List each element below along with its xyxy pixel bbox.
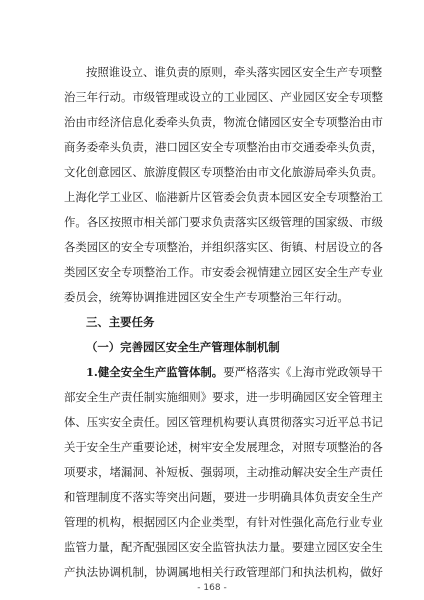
paragraph-line: 治三年行动。市级管理或设立的工业园区、产业园区安全专项整	[64, 90, 383, 104]
paragraph-line: 部安全生产责任制实施细则》要求，进一步明确园区安全管理主	[64, 390, 383, 404]
paragraph-line: 各类园区的安全专项整治，并组织落实区、街镇、村居设立的各	[64, 240, 383, 254]
paragraph-line: 文化创意园区、旅游度假区专项整治由市文化旅游局牵头负责。	[64, 165, 383, 179]
paragraph-line: 治由市经济信息化委牵头负责，物流仓储园区安全专项整治由市	[64, 115, 383, 129]
item-title: 1.健全安全生产监管体制。	[86, 365, 224, 379]
subsection-heading: （一）完善园区安全生产管理体制机制	[86, 340, 280, 354]
paragraph-line: 商务委牵头负责，港口园区安全专项整治由市交通委牵头负责，	[64, 140, 383, 154]
paragraph-line: 按照谁设立、谁负责的原则，牵头落实园区安全生产专项整	[86, 65, 383, 79]
paragraph-line: 上海化学工业区、临港新片区管委会负责本园区安全专项整治工	[64, 190, 383, 204]
item-first-line	[86, 365, 383, 379]
paragraph-line: 项要求，堵漏洞、补短板、强弱项，主动推动解决安全生产责任	[64, 465, 383, 479]
item-text: 要严格落实《上海市党政领导干	[223, 365, 383, 379]
paragraph-line: 体、压实安全责任。园区管理机构要认真贯彻落实习近平总书记	[64, 415, 383, 429]
paragraph-line: 委员会，统筹协调推进园区安全生产专项整治三年行动。	[64, 290, 349, 304]
section-heading: 三、主要任务	[86, 315, 155, 329]
paragraph-line: 类园区安全专项整治工作。市安委会视情建立园区安全生产专业	[64, 265, 383, 279]
paragraph-line: 管理的机构，根据园区内企业类型，有针对性强化高危行业专业	[64, 515, 383, 529]
paragraph-line: 关于安全生产重要论述，树牢安全发展理念，对照专项整治的各	[64, 440, 383, 454]
page-number: - 168 -	[197, 583, 227, 593]
paragraph-line: 监管力量，配齐配强园区安全监管执法力量。要建立园区安全生	[64, 540, 383, 554]
paragraph-line: 产执法协调机制，协调属地相关行政管理部门和执法机构，做好	[64, 565, 383, 579]
paragraph-line: 和管理制度不落实等突出问题，要进一步明确具体负责安全生产	[64, 490, 383, 504]
paragraph-line: 作。各区按照市相关部门要求负责落实区级管理的国家级、市级	[64, 215, 383, 229]
